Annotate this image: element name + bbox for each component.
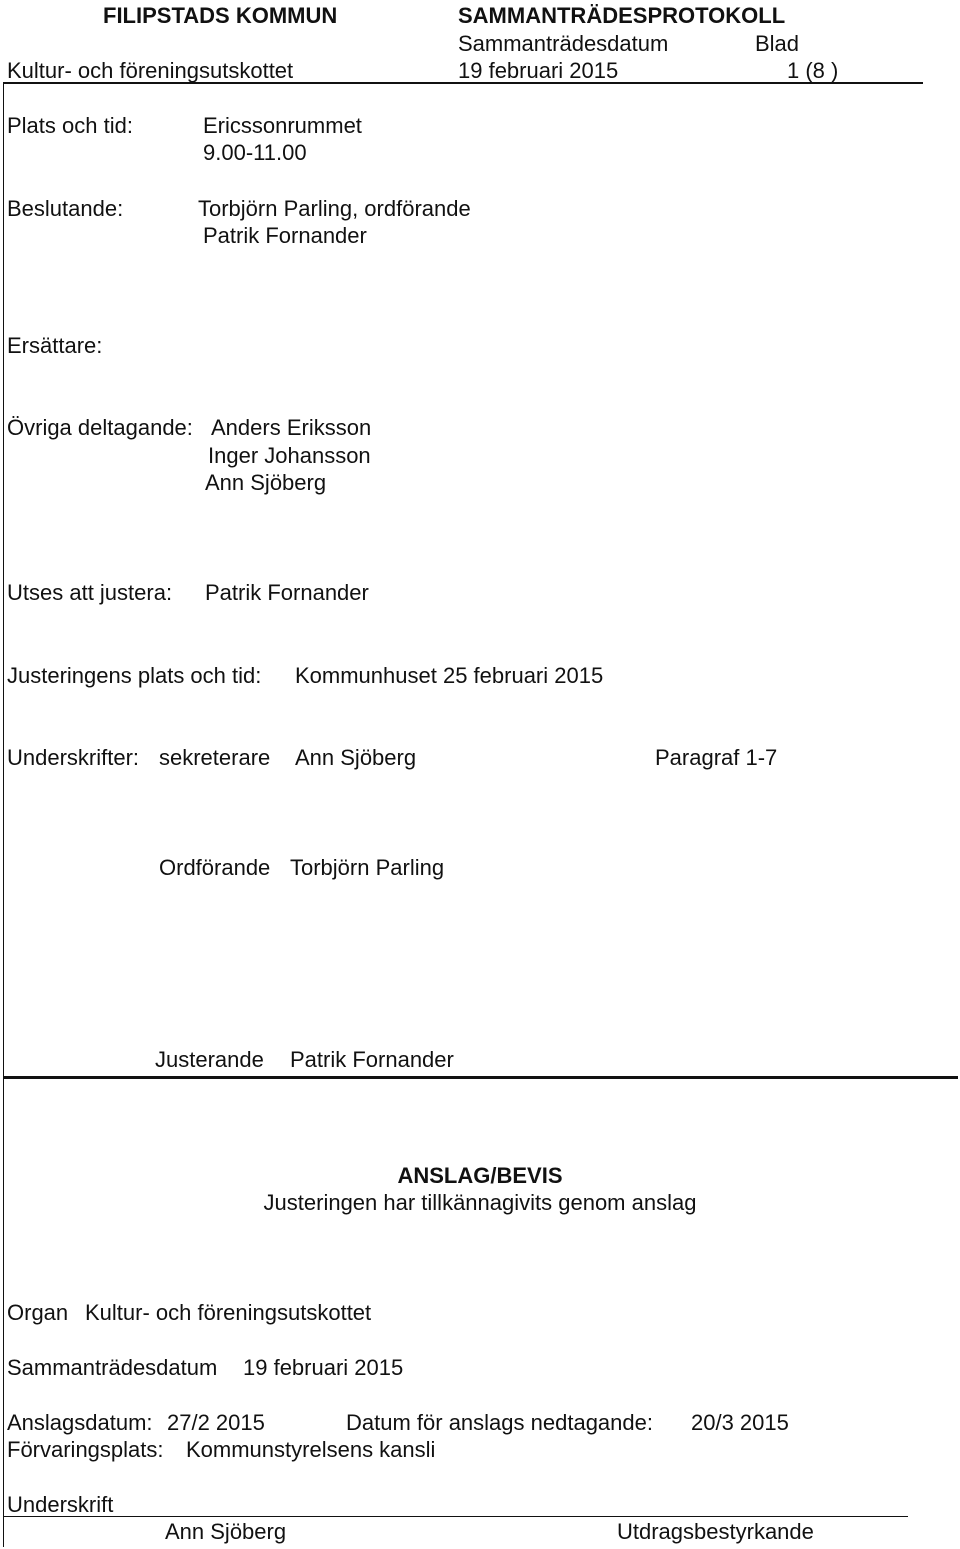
meeting-date-label: Sammanträdesdatum: [458, 31, 669, 56]
left-border: [3, 82, 4, 1547]
other-member: Inger Johansson: [208, 443, 371, 468]
posted-label: Anslagsdatum:: [7, 1410, 153, 1435]
storage-value: Kommunstyrelsens kansli: [186, 1437, 436, 1462]
signature-rule: [3, 1516, 908, 1517]
deciding-label: Beslutande:: [7, 196, 124, 221]
organ-value: Kultur- och föreningsutskottet: [85, 1300, 372, 1325]
adjuster-signature-name: Patrik Fornander: [290, 1047, 454, 1072]
substitutes-label: Ersättare:: [7, 333, 103, 358]
adjustment-label: Justeringens plats och tid:: [7, 663, 262, 688]
meeting-date: 19 februari 2015: [458, 58, 619, 83]
adjuster-name: Patrik Fornander: [205, 580, 369, 605]
place-time: 9.00-11.00: [203, 140, 307, 165]
organ-label: Organ: [7, 1300, 69, 1325]
others-label: Övriga deltagande:: [7, 415, 193, 440]
adjuster-label: Utses att justera:: [7, 580, 173, 605]
adjustment-value: Kommunhuset 25 februari 2015: [295, 663, 604, 688]
adjuster-role: Justerande: [155, 1047, 264, 1072]
certifier-label: Utdragsbestyrkande: [617, 1519, 814, 1544]
paragraph-range: Paragraf 1-7: [655, 745, 778, 770]
notice-title: ANSLAG/BEVIS: [397, 1163, 563, 1188]
committee-name: Kultur- och föreningsutskottet: [7, 58, 294, 83]
page-number: 1 (8 ): [787, 58, 839, 83]
section-divider: [3, 1076, 958, 1079]
meeting-date-row-label: Sammanträdesdatum: [7, 1355, 218, 1380]
signatures-label: Underskrifter:: [7, 745, 140, 770]
storage-label: Förvaringsplats:: [7, 1437, 164, 1462]
document-type: SAMMANTRÄDESPROTOKOLL: [458, 3, 786, 28]
deciding-member: Torbjörn Parling, ordförande: [198, 196, 471, 221]
posted-value: 27/2 2015: [167, 1410, 265, 1435]
removed-label: Datum för anslags nedtagande:: [346, 1410, 653, 1435]
other-member: Anders Eriksson: [211, 415, 372, 440]
secretary-role: sekreterare: [159, 745, 271, 770]
removed-value: 20/3 2015: [691, 1410, 789, 1435]
page-label: Blad: [755, 31, 800, 56]
notice-subtitle: Justeringen har tillkännagivits genom anslag: [263, 1190, 697, 1215]
municipality-name: FILIPSTADS KOMMUN: [103, 3, 338, 28]
meeting-date-row-value: 19 februari 2015: [243, 1355, 404, 1380]
place-room: Ericssonrummet: [203, 113, 362, 138]
signer-name: Ann Sjöberg: [165, 1519, 287, 1544]
secretary-name: Ann Sjöberg: [295, 745, 417, 770]
deciding-member: Patrik Fornander: [203, 223, 367, 248]
other-member: Ann Sjöberg: [205, 470, 327, 495]
signature-label: Underskrift: [7, 1492, 114, 1517]
chair-name: Torbjörn Parling: [290, 855, 445, 880]
place-label: Plats och tid:: [7, 113, 133, 138]
chair-role: Ordförande: [159, 855, 271, 880]
